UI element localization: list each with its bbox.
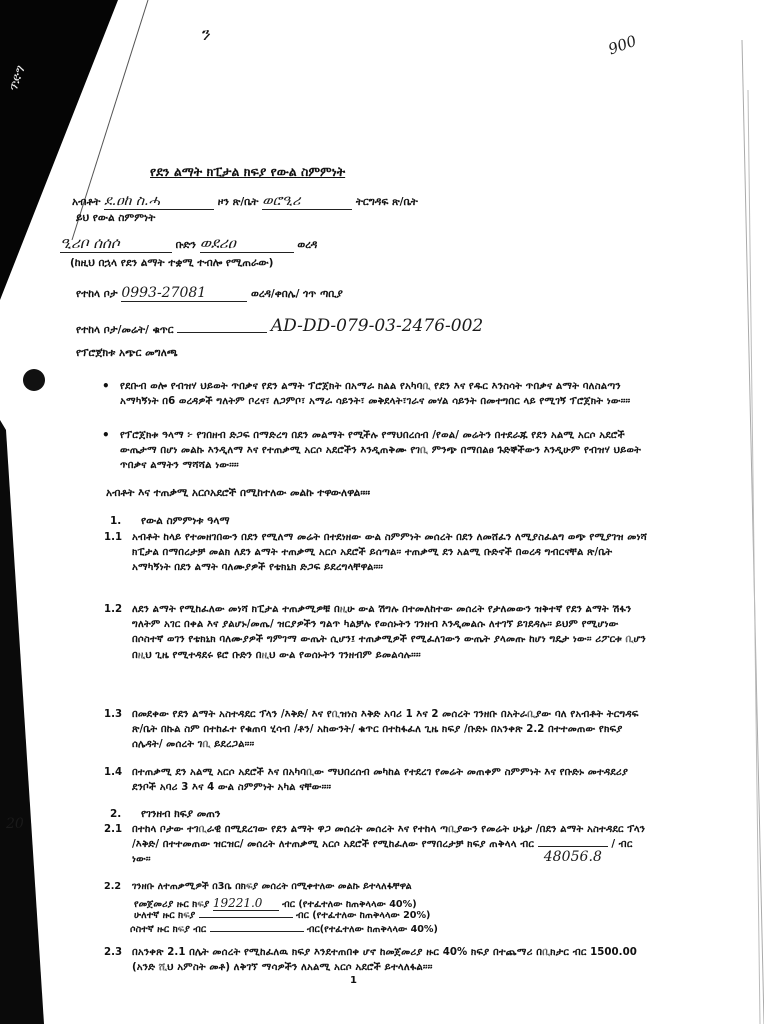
payment-2-label: ሁለተኛ ዙር ክፍያ xyxy=(134,910,196,921)
header-line-3 xyxy=(60,234,317,253)
item-number: 2.1 xyxy=(104,824,123,835)
fill-woreda xyxy=(200,234,294,253)
label-zone-office: ዞን ጽ/ቤት xyxy=(217,196,259,208)
page-number: 1 xyxy=(350,975,357,986)
payment-2-note: ብር (የተፈተለው ከጠቅላላው 20%) xyxy=(296,910,431,921)
item-number: 2.2 xyxy=(104,881,122,892)
fill-plot-number xyxy=(177,332,267,333)
item-1-3-text: በመደቀው የደን ልማት አስተዳደር ፕላን /እቅድ/ እና የቢዝነስ እቅድ አባሪ 1 እና 2 መሰረት ገንዘቡ በአትራቢያው ባለ የአብቶት ትርግዳፍ ጽ/ቤት በኩል ስም በተከፈተ የቁጠባ ሂሳብ /ቶን/ አከውንት/ ቁጥር በተከፋፈለ ጊዜ ክፍያ /ቡድኑ በአንቀጽ 2.2 በተተመጠው የክፍያ ሰሌዳት/ መሰረት ገቢ ይደረጋል።። xyxy=(132,709,639,751)
handwritten-place2: ወደሪዐ xyxy=(199,234,236,252)
label-woreda-kebele: ወረዳ/ቀበሌ/ ጎጥ ጣቢያ xyxy=(250,288,343,300)
item-1-2-text: ለደን ልማት የሚከፈለው መነሻ ክፒታል ተጠቃሚዎቹ በዚሁ ውል ሽግሉ በተመለከተው መሰረት የታለመውን ዝቅተኛ የደን ልማት ሽፋን ግለትም አገር በቀል እና ያልሆኑ/መጤ/ ዝርያዎችን ግልጥ ካልቻሉ የወሰኑትን ገንዘብ እንዲመልሱ ለተገኘ ይገደዳሉ። ይህም የሚሆነው በሶስተኛ ወገን የቴክኒክ ባለሙያዎች ግምገማ ውጤት ሲሆን፤ ተጠቃሚዎች የሚፈለገውን ውጤት ያላመጡ ከሆነ ግዴታ ነው። ሪፖርቱ ቢሆን በዚህ ጊዜ የሚተዳደሩ ዩሮ ቡድን በዚህ ውል የወሰኑትን ገንዘብም ይመልሳሉ።። xyxy=(132,604,646,661)
section-2-heading xyxy=(110,808,220,821)
item-2-1-end: / ብር ነው። xyxy=(132,839,633,866)
section-1-number: 1. xyxy=(110,515,122,527)
section-2-title: የገንዘብ ክፍያ መጠን xyxy=(140,808,221,820)
item-2-2 xyxy=(104,880,648,894)
item-number: 2.3 xyxy=(104,947,123,958)
section-2-number: 2. xyxy=(110,808,122,820)
bullet-1 xyxy=(102,379,648,409)
label-planting-site: የተከላ ቦታ xyxy=(76,288,118,300)
handwritten-top-mark: ን xyxy=(200,24,210,45)
header-line-2: ይህ የውል ስምምነት xyxy=(76,212,156,224)
bullet-dot: • xyxy=(102,428,110,442)
section-1-title: የውል ስምምነቱ ዓላማ xyxy=(140,515,230,527)
item-number: 1.4 xyxy=(104,767,123,778)
item-1-3 xyxy=(104,707,648,753)
handwritten-margin-20: 20 xyxy=(6,816,24,832)
intro-line: አብቶት እና ተጠቃሚ አርሶአደሮች በሚከተለው መልኩ ተዋውለዋል።። xyxy=(106,487,371,499)
fill-planting-site xyxy=(121,285,247,302)
handwritten-margin-note: ጥድግ xyxy=(5,64,29,95)
fill-payment-3 xyxy=(210,931,304,932)
label-plot-number: የተከላ ቦታ/መሬት/ ቁጥር xyxy=(76,324,174,336)
item-2-2-title: ገንዘቡ ለተጠቃሚዎች በ3ቤ በክፍያ መሰረት በሚቀተለው መልኩ ይተላለፋቸዋል xyxy=(132,881,412,892)
item-2-3-text: በአንቀጽ 2.1 በሌት መሰረት የሚከፈለዉ ክፍያ እንደተጠበቀ ሆኖ ከመጀመሪያ ዙር 40% ክፍያ በተጨማሪ በቢክታር ብር 1500.00 (አንድ ሺህ አምስት መቶ) ለቅገኘ ማሳዎችን ለአልሚ አርሶ አደሮች ይተላለፋል።። xyxy=(132,947,637,974)
bullet-2 xyxy=(102,428,648,474)
label-abtot: አብቶት xyxy=(72,196,101,208)
handwritten-place1: ወሮዒሪ xyxy=(262,193,301,209)
label-tirgdaf-office: ትርግዳፍ ጽ/ቤት xyxy=(355,196,418,208)
item-number: 1.1 xyxy=(104,532,123,543)
item-1-1 xyxy=(104,530,648,576)
header-line-4: (ከዚህ በኋላ የደን ልማት ተቋሚ ተብሎ የሚጠራው) xyxy=(70,257,274,269)
bullet-dot: • xyxy=(102,379,110,393)
header-line-6 xyxy=(76,318,483,338)
payment-row-1 xyxy=(134,896,417,911)
fill-woreda-office xyxy=(262,193,352,210)
label-woreda: ወረዳ xyxy=(297,239,318,251)
payment-3-label: ሶስተኛ ዙር ክፍያ ብር xyxy=(130,924,207,935)
item-number: 1.2 xyxy=(104,604,123,615)
payment-row-3 xyxy=(130,924,438,935)
item-2-1 xyxy=(104,822,648,868)
bullet-1-text: የደቡብ ወሎ የብዝሃ ህይወት ጥበቃና የደን ልማት ፕሮጀክት በአማራ ክልል የአካባቢ የደን እና የዱር እንስሳት ጥበቃና ልማት ባለስልጣን አማካኝነት በ6 ወረዳዎች ግለትም ቦረና፣ ለጋምቦ፣ አማራ ሳይንት፣ መቅደላት፣ገራና መሃል ሳይንት በመተግበር ላይ የሚገኝ ፕሮጀክት ነው።። xyxy=(120,381,631,408)
fill-payment-1 xyxy=(213,896,279,911)
payment-1-note: ብር (የተፈተለው ከጠቅላላው 40%) xyxy=(282,899,417,910)
bullet-2-text: የፕሮጀክቱ ዓላማ ፦ የገበዘብ ድጋፍ በማድረግ በደን መልማት የሚችሉ የማህበረሰብ /የወል/ መሬትን በተደራጁ የደን አልሚ አርሶ አደሮች ውጤታማ በሆነ መልኩ እንዲለማ እና የተጠቃሚ አርሶ አደሮችን እንዲጠቅሙ የገቢ ምንጭ በማበልፀ ጉድኞችውን እንዲሁም የብዝሃ ህይወት ጥበቃና ልማትን ማሻሻል ነው።። xyxy=(120,430,642,472)
document-title: የደን ልማት ክፒታል ክፍያ የውል ስምምነት xyxy=(150,164,346,179)
handwritten-name1: ደ.ዐከ ስ.ሓ xyxy=(104,193,161,209)
item-1-4-text: በተጠቃሚ ደን አልሚ አርሶ አደሮች እና በአካባቢው ማህበረሰብ መካከል የተደረገ የመሬት መጠቀም ስምምነት እና የቡድኑ መተዳደሪያ ደንቦች አባሪ 3 እና 4 ውል ስምምነት አካል ናቸው።። xyxy=(132,767,629,794)
item-number: 1.3 xyxy=(104,709,123,720)
handwritten-amount: 48056.8 xyxy=(543,849,602,866)
item-2-3 xyxy=(104,945,648,975)
item-1-4 xyxy=(104,765,648,795)
payment-row-2 xyxy=(134,910,430,921)
item-1-2 xyxy=(104,602,648,663)
fill-payment-2 xyxy=(199,917,293,918)
header-line-7: የፕሮጀክቱ አጭር መግለጫ xyxy=(76,347,178,359)
fill-group-name xyxy=(60,234,172,253)
label-group: ቡድን xyxy=(175,239,197,251)
handwritten-reg-no: AD-DD-079-03-2476-002 xyxy=(270,316,484,336)
payment-3-note: ብር(የተፈተለው ከጠቅላላው 40%) xyxy=(306,924,438,935)
punch-hole xyxy=(23,369,45,391)
handwritten-phone: 0993-27081 xyxy=(121,285,207,301)
fill-zone xyxy=(104,193,214,210)
header-line-1 xyxy=(72,193,418,210)
header-line-5 xyxy=(76,285,343,302)
item-2-1-text: በተከላ ቦታው ተገቢራዊ በሚደረገው የደን ልማት ዋጋ መሰረት መሰረት እና የተከላ ጣቢያውን የመሬት ሁኔታ /በደን ልማት አስተዳደር ፕላን /እቅድ/ በተተመጠው ዝርዝር/ መሰረት ለተጠቃሚ አርሶ አደሮች የሚከፈለው የማበረታቻ ክፍያ ጠቅላላ ብር xyxy=(132,824,646,851)
fill-total-amount xyxy=(538,846,608,866)
section-1-heading xyxy=(110,515,230,528)
handwritten-name2: ዒሪቦ ሰሰሶ xyxy=(60,234,120,252)
payment-1-label: የመጀመሪያ ዙር ክፍያ xyxy=(134,899,210,910)
handwritten-top-right-note: 900 xyxy=(605,31,639,59)
handwritten-percent40: 19221.0 xyxy=(212,896,263,910)
item-1-1-text: አብቶት ከላይ የተመዘገበውን በደን የሚለማ መሬት በተደነዘው ውል ስምምነት መሰረት በደን ለመሸፈን ለሚያስፈልግ ወጭ የሚያገዝ መነሻ ክፒታል በማበረታቻ መልክ ለደን ልማት ተጠቃሚ አርሶ አደሮች ይሰጣል። ተጠቃሚ ደን አልሚ ቡድኖች በወረዳ ግብርናቸል ጽ/ቤት አማካኝነት በደን ልማት ባለሙያዎች የቴክኒክ ድጋፍ ይደረግላቸዋል።። xyxy=(132,532,648,574)
